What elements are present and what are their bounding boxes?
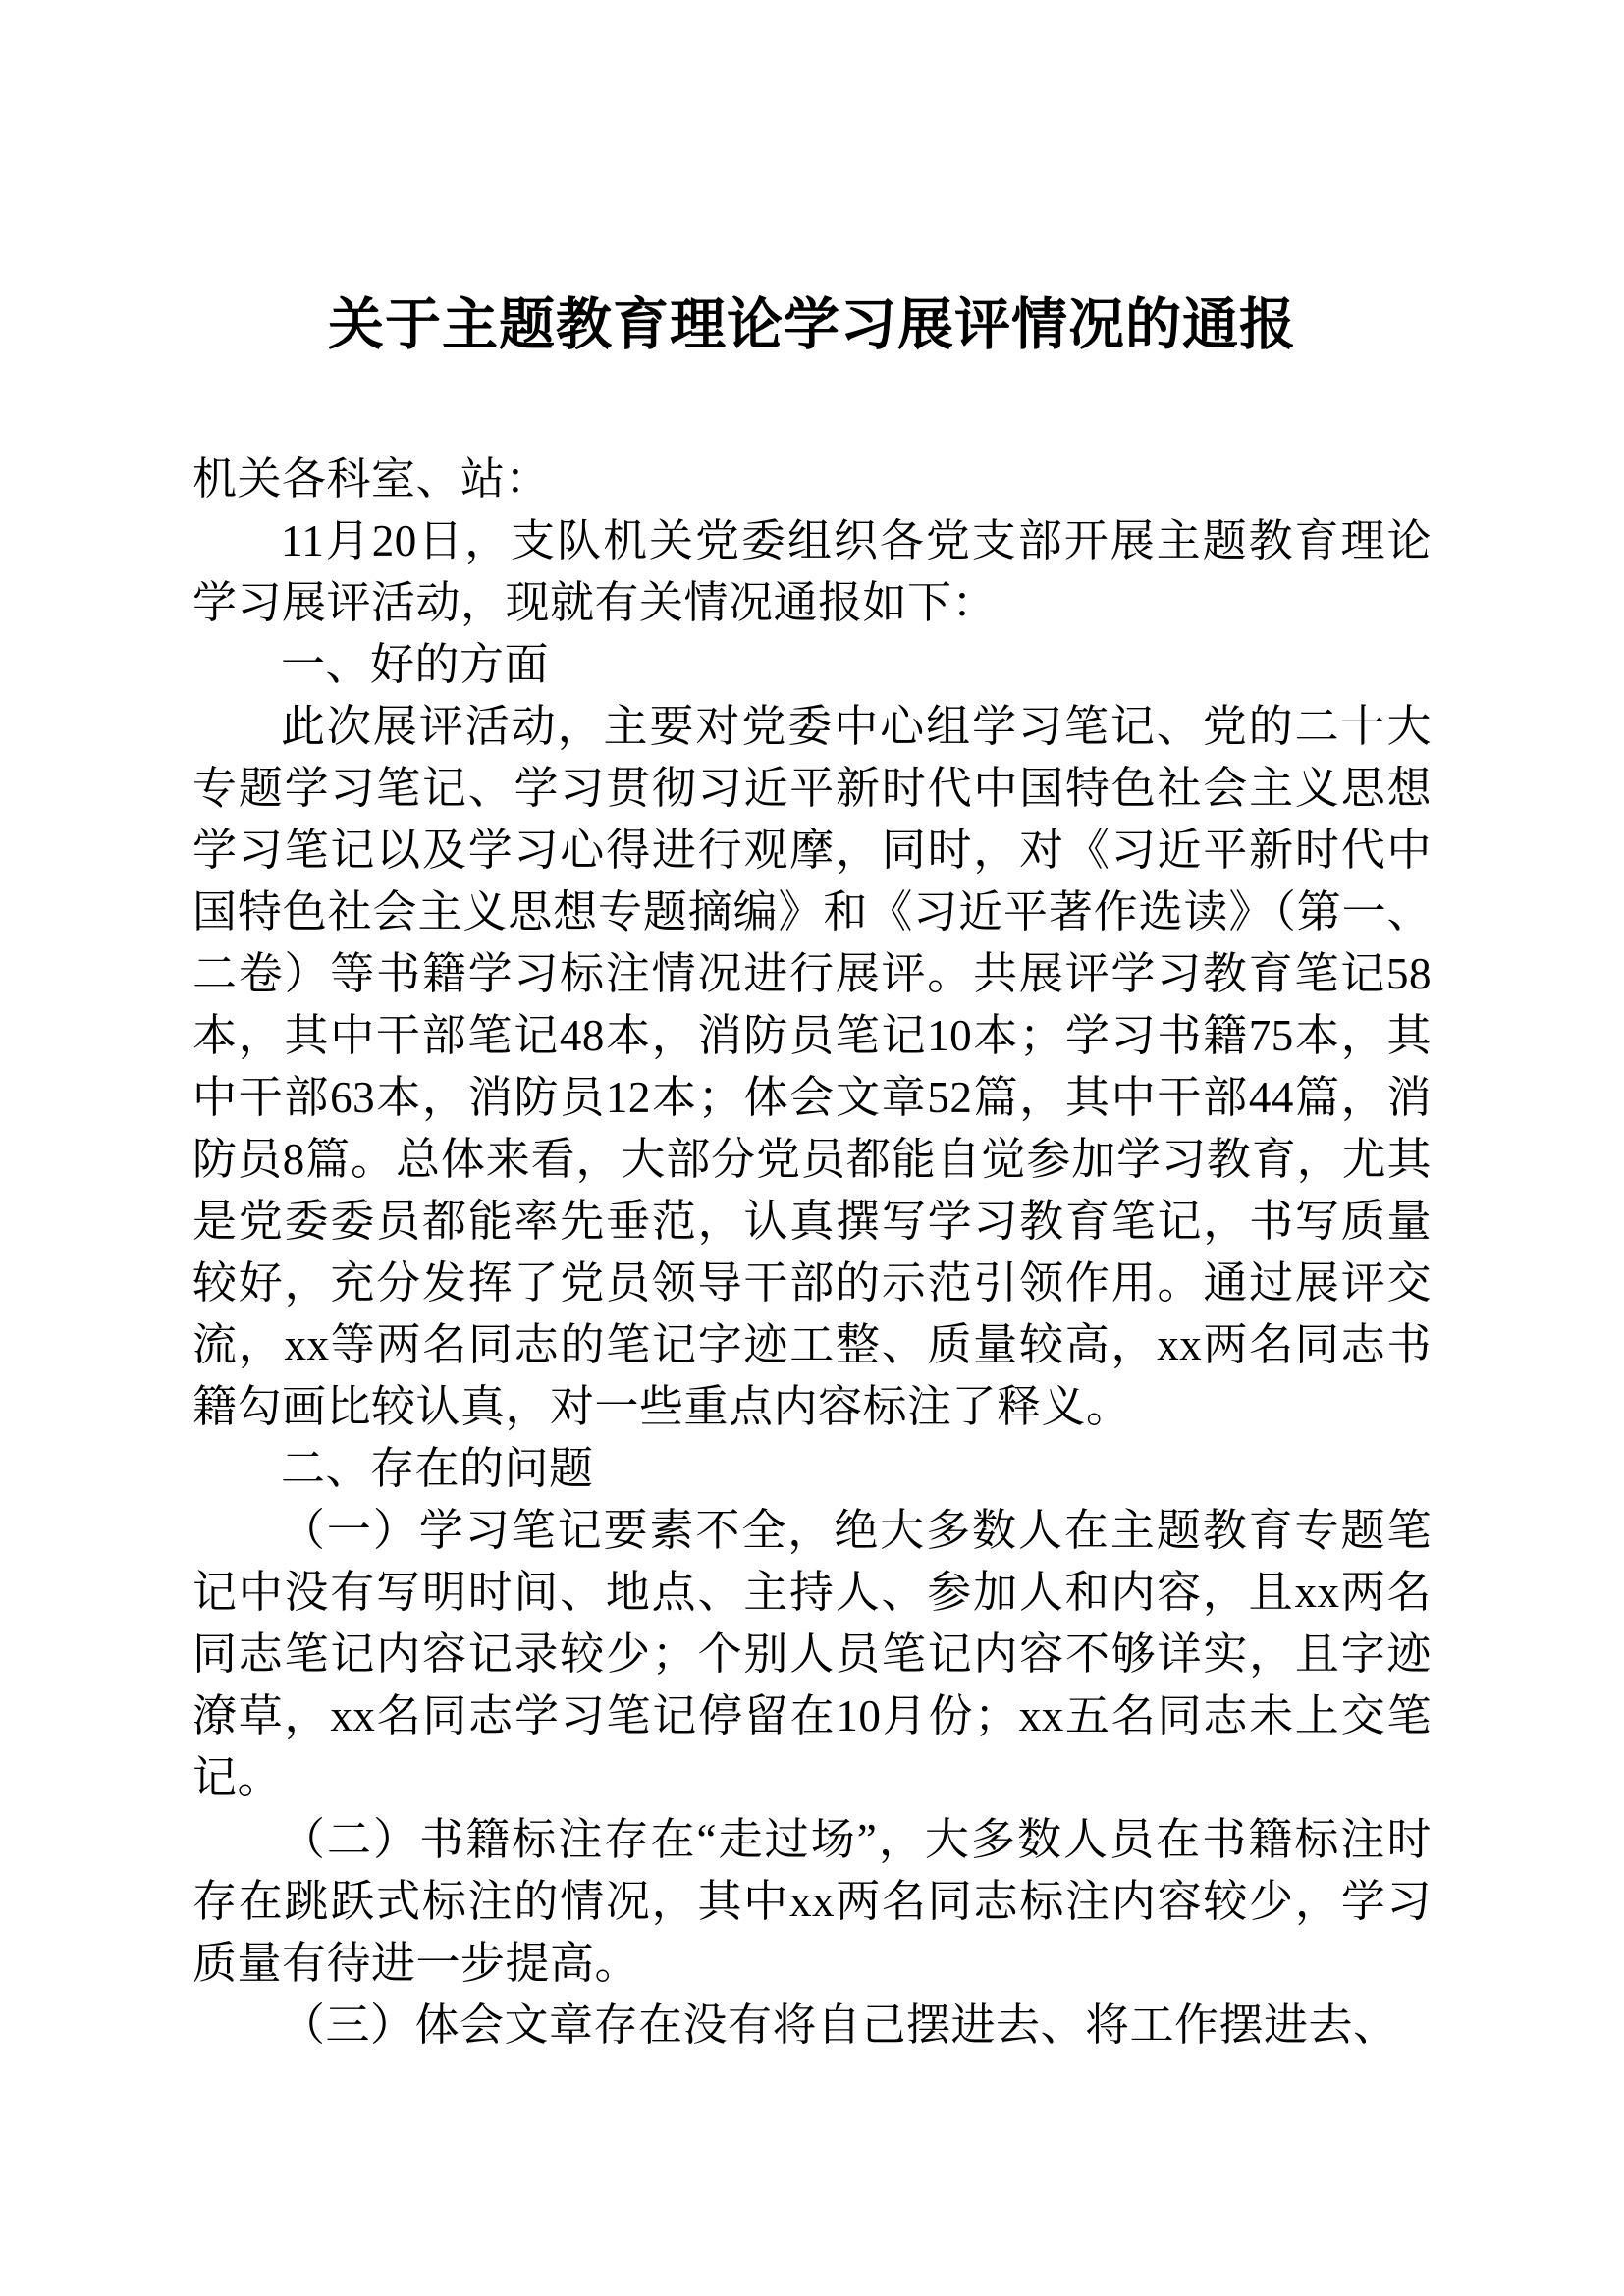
section-heading-good-aspects: 一、好的方面: [281, 640, 550, 689]
paragraph-good-aspects: 此次展评活动，主要对党委中心组学习笔记、党的二十大专题学习笔记、学习贯彻习近平新时代中国特色社会主义思想学习笔记以及学习心得进行观摩，同时，对《习近平新时代中国特色社会主义思想专题摘编》和《习近平著作选读》（第一、二卷）等书籍学习标注情况进行展评。共展评学习教育笔记58本，其中干部笔记48本，消防员笔记10本；学习书籍75本，其中干部63本，消防员12本；体会文章52篇，其中干部44篇，消防员8篇。总体来看，大部分党员都能自觉参加学习教育，尤其是党委委员都能率先垂范，认真撰写学习教育笔记，书写质量较好，充分发挥了党员领导干部的示范引领作用。通过展评交流，xx等两名同志的笔记字迹工整、质量较高，xx两名同志书籍勾画比较认真，对一些重点内容标注了释义。: [192, 702, 1432, 1431]
paragraph-problem-1: （一）学习笔记要素不全，绝大多数人在主题教育专题笔记中没有写明时间、地点、主持人、参加人和内容，且xx两名同志笔记内容记录较少；个别人员笔记内容不够详实，且字迹潦草，xx名同志学习笔记停留在10月份；xx五名同志未上交笔记。: [192, 1506, 1432, 1802]
document-body: [192, 449, 1432, 2056]
paragraph-problem-2: （二）书籍标注存在“走过场”，大多数人员在书籍标注时存在跳跃式标注的情况，其中xx两名同志标注内容较少，学习质量有待进一步提高。: [192, 1815, 1432, 1988]
paragraph-intro: 11月20日，支队机关党委组织各党支部开展主题教育理论学习展评活动，现就有关情况通报如下：: [192, 516, 1432, 627]
section-heading-problems: 二、存在的问题: [281, 1444, 594, 1493]
salutation: 机关各科室、站：: [192, 454, 551, 504]
document-title: 关于主题教育理论学习展评情况的通报: [328, 294, 1296, 356]
paragraph-problem-3: （三）体会文章存在没有将自己摆进去、将工作摆进去、: [281, 2001, 1398, 2050]
